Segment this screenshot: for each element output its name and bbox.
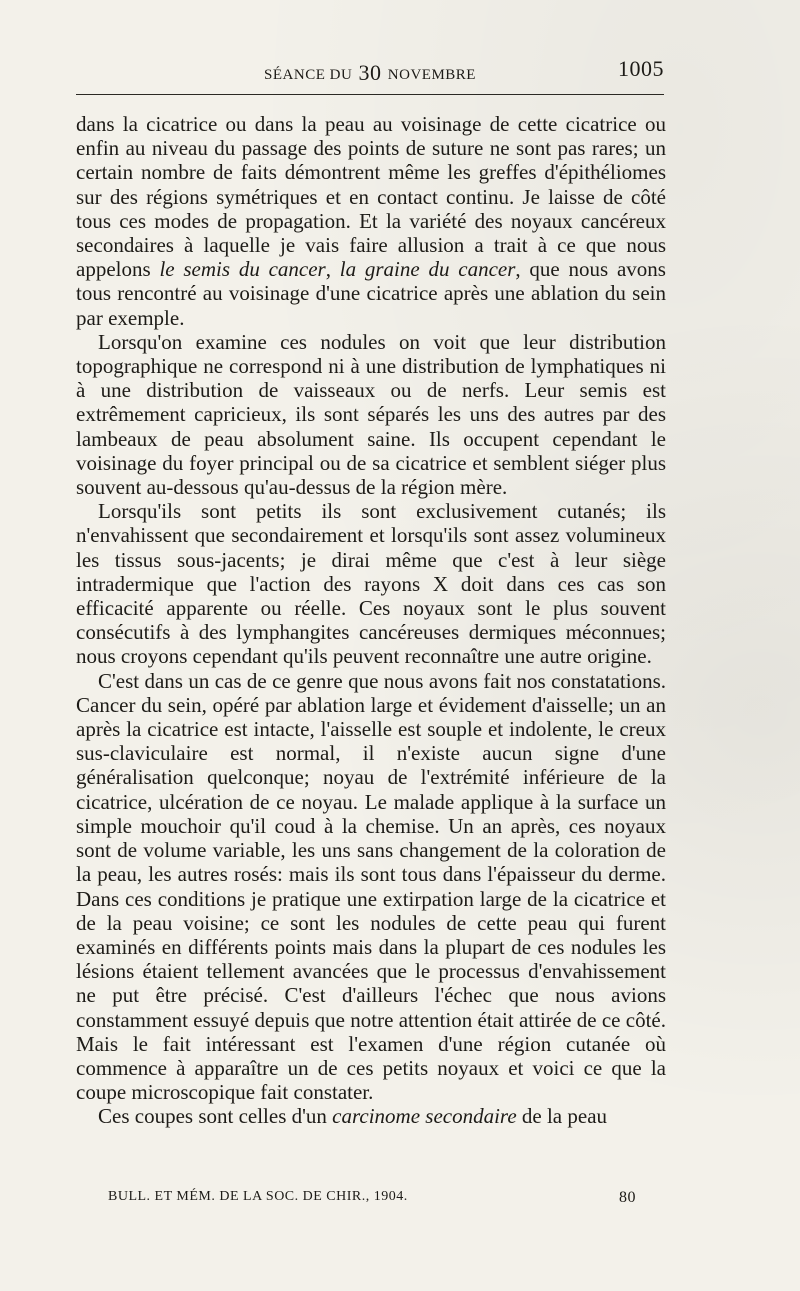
paragraph-text: de la peau — [516, 1104, 608, 1129]
header-title — [76, 60, 664, 86]
paragraph-2 — [76, 330, 666, 499]
italic-phrase-semis: le semis du cancer — [159, 257, 326, 282]
page-number: 1005 — [618, 56, 664, 81]
header-rule — [76, 94, 664, 95]
paragraph-text: , — [325, 257, 340, 282]
paragraph-text: Lorsqu'ils sont petits ils sont exclusivement cutanés; ils n'envahissent que secondairement et lorsqu'ils sont assez volumineux les tissus sous-jacents; je dirai même que c'est à leur siège intradermique que l'action des rayons X doit dans ces cas son efficacité apparente ou réelle. Ces noyaux sont le plus souvent consécutifs à des lymphangites cancéreuses dermiques méconnues; nous croyons cependant qu'ils peuvent reconnaître une autre origine. — [76, 499, 666, 669]
italic-phrase-graine: la graine du cancer — [339, 257, 516, 282]
header-title-after: NOVEMBRE — [387, 67, 476, 83]
paragraph-4 — [76, 669, 666, 1105]
paragraph-text: , que nous avons tous rencontré au voisinage d'une cicatrice après une ablation du sein par exemple. — [76, 257, 666, 330]
paragraph-text: dans la cicatrice ou dans la peau au voisinage de cette cicatrice ou enfin au niveau du passage des points de suture ne sont pas rares; un certain nombre de faits démontrent même les greffes d'épithéliomes sur des régions symétriques et en contact continu. Je laisse de côté tous ces modes de propagation. Et la variété des noyaux cancéreux secondaires à laquelle je vais faire allusion a trait à ce que nous appelons — [76, 112, 666, 282]
footer-citation: BULL. ET MÉM. DE LA SOC. DE CHIR., 1904. — [108, 1189, 408, 1204]
italic-phrase-carcinome: carcinome secondaire — [332, 1104, 517, 1129]
paragraph-5 — [76, 1104, 666, 1128]
paragraph-text: C'est dans un cas de ce genre que nous avons fait nos constatations. Cancer du sein, opéré par ablation large et évidement d'aisselle; un an après la cicatrice est intacte, l'aisselle est souple et indolente, le creux sus-claviculaire est normal, il n'existe aucun signe d'une généralisation quelconque; noyau de l'extrémité inférieure de la cicatrice, ulcération de ce noyau. Le malade applique à la surface un simple mouchoir qu'il coud à la chemise. Un an après, ces noyaux sont de volume variable, les uns sans changement de la coloration de la peau, les autres rosés: mais ils sont tous dans l'épaisseur du derme. Dans ces conditions je pratique une extirpation large de la cicatrice et de la peau voisine; ce sont les nodules de cette peau qui furent examinés en différents points mais dans la plupart de ces nodules les lésions étaient tellement avancées que le processus d'envahissement ne put être précisé. C'est d'ailleurs l'échec que nous avions constamment essuyé depuis que notre attention était attirée de ce côté. Mais le fait intéressant est l'examen d'une région cutanée où commence à apparaître un de ces petits noyaux et voici ce que la coupe microscopique fait constater. — [76, 668, 666, 1105]
running-header — [76, 56, 664, 86]
paragraph-1 — [76, 112, 666, 330]
footer-signature-number: 80 — [619, 1189, 636, 1206]
paragraph-text: Lorsqu'on examine ces nodules on voit que leur distribution topographique ne correspond ni à une distribution de lymphatiques ni à une distribution de vaisseaux ou de nerfs. Leur semis est extrêmement capricieux, ils sont séparés les uns des autres par des lambeaux de peau absolument saine. Ils occupent cependant le voisinage du foyer principal ou de sa cicatrice et semblent siéger plus souvent au-dessous qu'au-dessus de la région mère. — [76, 329, 666, 500]
header-title-day: 30 — [358, 60, 382, 85]
body-text — [76, 112, 666, 1129]
page-footer — [76, 1189, 636, 1213]
header-title-before: SÉANCE DU — [264, 67, 353, 83]
paragraph-text: Ces coupes sont celles d'un — [98, 1104, 333, 1129]
paragraph-3 — [76, 499, 666, 668]
